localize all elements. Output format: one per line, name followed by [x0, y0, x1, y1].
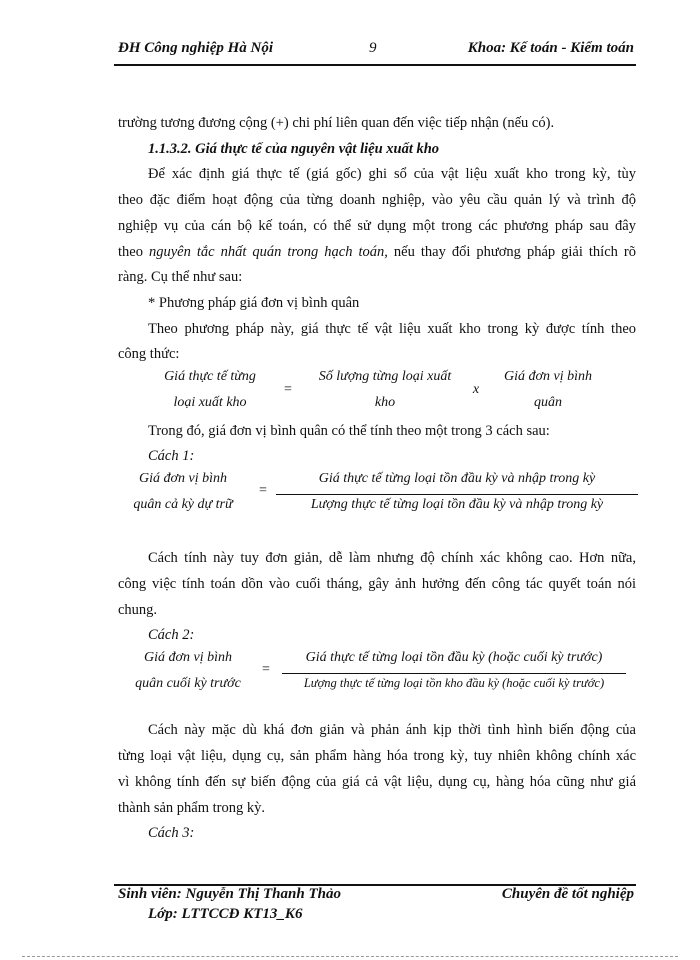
paragraph-4-line-3: chung.: [118, 602, 158, 618]
f1-lhs-line2: loại xuất kho: [173, 395, 247, 410]
paragraph-5-line-4: thành sản phẩm trong kỳ.: [118, 800, 265, 816]
f3-lhs-line1: Giá đơn vị bình: [144, 650, 232, 665]
p1-l4-pre: theo: [118, 244, 149, 260]
f3-fraction-bar: [282, 673, 626, 674]
f3-lhs-line2: quân cuối kỳ trước: [135, 676, 241, 691]
paragraph-1-line-1: [118, 161, 636, 187]
footer-report-type: Chuyên đề tốt nghiệp: [501, 886, 634, 902]
f2-lhs-line1: Giá đơn vị bình: [139, 471, 227, 486]
paragraph-2-line-1: [118, 316, 636, 342]
paragraph-5-line-1: [118, 717, 636, 743]
paragraph-continuation: trường tương đương cộng (+) chi phí liên quan đến việc tiếp nhận (nếu có).: [118, 115, 555, 131]
header-rule: [114, 64, 636, 66]
f1-times: x: [472, 382, 480, 397]
header-faculty: Khoa: Kế toán - Kiểm toán: [467, 40, 634, 56]
paragraph-2-line-2: công thức:: [118, 346, 180, 362]
method-1-label: Cách 1:: [148, 448, 195, 464]
f2-equals: =: [259, 483, 267, 498]
f1-rhs-line2: quân: [534, 395, 562, 410]
p1-l4-italic: nguyên tắc nhất quán trong hạch toán,: [148, 244, 388, 260]
paragraph-1-line-5: ràng. Cụ thể như sau:: [118, 269, 243, 285]
paragraph-1-line-2: theo đặc điểm hoạt động của từng doanh nghiệp, vào yêu cầu quản lý và trình độ: [118, 192, 636, 208]
paragraph-1-line-3: nghiệp vụ của cán bộ kế toán, có thể sử dụng một trong các phương pháp sau đây: [118, 218, 636, 234]
p1-l4-post: nếu thay đổi phương pháp giải thích rõ: [387, 244, 636, 260]
paragraph-5-line-2: từng loại vật liệu, dụng cụ, sản phẩm hàng hóa trong kỳ, tuy nhiên không chính xác: [118, 748, 636, 764]
f1-rhs-line1: Giá đơn vị bình: [504, 369, 592, 384]
footer-student: Sinh viên: Nguyễn Thị Thanh Thảo: [118, 886, 341, 902]
paragraph-4-line-1: [118, 545, 636, 571]
paragraph-4-line-2: công việc tính toán dồn vào cuối tháng, gây ảnh hưởng đến công tác quyết toán nói: [118, 576, 636, 592]
f2-denominator: Lượng thực tế từng loại tồn đầu kỳ và nhập trong kỳ: [310, 497, 604, 512]
p4-l1-text: Cách tính này tuy đơn giản, dễ làm nhưng độ chính xác không cao. Hơn nữa,: [148, 550, 636, 566]
method-3-label: Cách 3:: [148, 825, 195, 841]
f2-lhs-line2: quân cả kỳ dự trữ: [133, 497, 233, 512]
f1-mid-line1: Số lượng từng loại xuất: [318, 369, 452, 384]
page-bottom-edge: [22, 956, 678, 957]
method-2-label: Cách 2:: [148, 627, 195, 643]
f1-equals: =: [284, 382, 292, 397]
f1-mid-line2: kho: [374, 395, 396, 410]
f2-numerator: Giá thực tế từng loại tồn đầu kỳ và nhập trong kỳ: [318, 471, 596, 486]
p2-l1-text: Theo phương pháp này, giá thực tế vật liệu xuất kho trong kỳ được tính theo: [148, 321, 636, 337]
p1-l1-text: Để xác định giá thực tế (giá gốc) ghi sổ của vật liệu xuất kho trong kỳ, tùy: [148, 166, 636, 182]
footer-class: Lớp: LTTCCĐ KT13_K6: [148, 906, 303, 922]
paragraph-5-line-3: vì không tính đến sự biến động của giá cả vật liệu, dụng cụ, hàng hóa cũng như giá: [118, 774, 636, 790]
paragraph-3: Trong đó, giá đơn vị bình quân có thể tính theo một trong 3 cách sau:: [148, 423, 550, 439]
f3-numerator: Giá thực tế từng loại tồn đầu kỳ (hoặc cuối kỳ trước): [305, 650, 603, 665]
paragraph-1-line-4: [118, 239, 636, 265]
f1-lhs-line1: Giá thực tế từng: [164, 369, 256, 384]
f2-fraction-bar: [276, 494, 638, 495]
header-school: ĐH Công nghiệp Hà Nội: [118, 40, 274, 56]
f3-denominator: Lượng thực tế từng loại tồn kho đầu kỳ (hoặc cuối kỳ trước): [303, 676, 605, 690]
method-title: * Phương pháp giá đơn vị bình quân: [148, 295, 360, 311]
section-heading: 1.1.3.2. Giá thực tế của nguyên vật liệu xuất kho: [148, 141, 440, 157]
f3-equals: =: [262, 662, 270, 677]
page-number: 9: [369, 40, 377, 56]
p5-l1-text: Cách này mặc dù khá đơn giản và phản ánh kịp thời tình hình biến động của: [148, 722, 636, 738]
